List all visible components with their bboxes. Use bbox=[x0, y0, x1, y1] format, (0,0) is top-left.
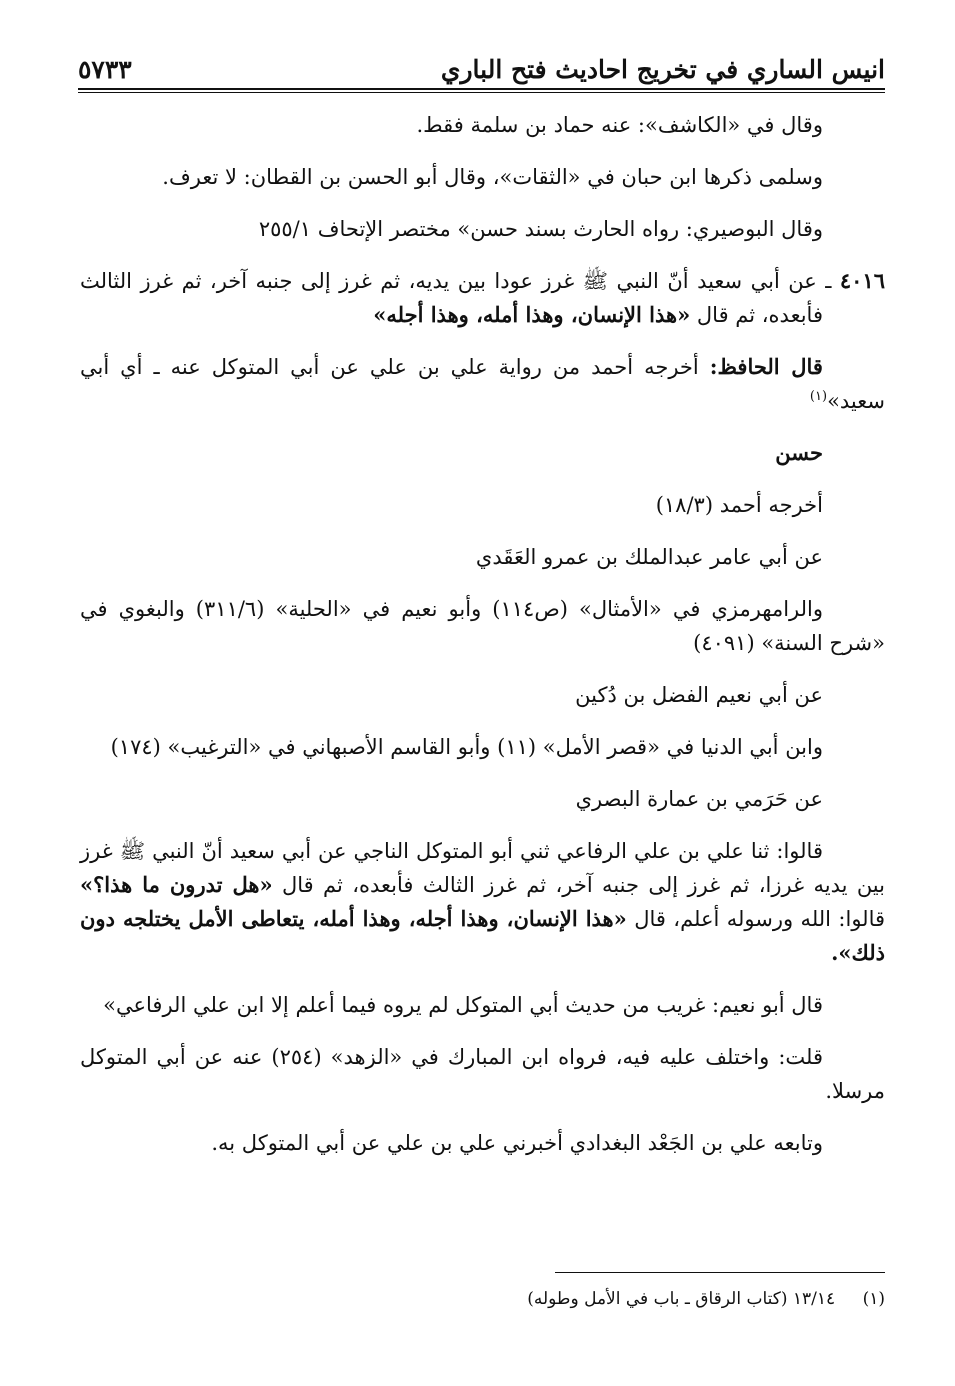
paragraph-abu-amir: عن أبي عامر عبدالملك بن عمرو العَقَدي bbox=[475, 545, 823, 569]
footnote-text: ١٣/١٤ (كتاب الرقاق ـ باب في الأمل وطوله) bbox=[527, 1289, 836, 1309]
hafiz-text: أخرجه أحمد من رواية علي بن علي عن أبي المتوكل عنه ـ أي أبي سعيد» bbox=[80, 355, 885, 413]
hadith-entry bbox=[80, 264, 885, 332]
paragraph-harami: عن حَرَمي بن عمارة البصري bbox=[575, 787, 823, 811]
paragraph-ahmad: أخرجه أحمد (١٨/٣) bbox=[655, 493, 823, 517]
qalu-mid: قالوا: الله ورسوله أعلم، قال bbox=[634, 907, 885, 931]
footnote-ref: (١) bbox=[809, 389, 828, 404]
grade-heading: حسن bbox=[775, 440, 823, 465]
qalu-quote-1: «هل تدرون ما هذا؟» bbox=[80, 872, 273, 897]
hafiz-label: قال الحافظ: bbox=[709, 354, 823, 379]
hadith-text: ـ عن أبي سعيد أنّ النبي ﷺ غرز عودا بين يديه، ثم غرز إلى جنبه آخر، ثم غرز الثالث فأبعده، ثم قال bbox=[80, 269, 832, 327]
paragraph-salma: وسلمى ذكرها ابن حبان في «الثقات»، وقال أبو الحسن بن القطان: لا تعرف. bbox=[162, 165, 823, 189]
header-rule bbox=[78, 88, 885, 90]
main-text bbox=[80, 108, 885, 1178]
paragraph-ibn-abi-dunya: وابن أبي الدنيا في «قصر الأمل» (١١) وأبو القاسم الأصبهاني في «الترغيب» (١٧٤) bbox=[110, 735, 823, 759]
qalu-text: قالوا: ثنا علي بن علي الرفاعي ثني أبو المتوكل الناجي عن أبي سعيد أنّ النبي ﷺ غرز بين يديه غرزا، ثم غرز إلى جنبه آخر، ثم غرز الثالث فأبعده، ثم قال bbox=[80, 839, 885, 897]
footnote-number: (١) bbox=[862, 1289, 885, 1309]
running-header bbox=[78, 40, 885, 84]
paragraph-tabaa: وتابعه علي بن الجَعْد البغدادي أخبرني علي بن علي عن أبي المتوكل به. bbox=[211, 1131, 823, 1155]
paragraph-qalu bbox=[80, 834, 885, 970]
footnote-rule bbox=[555, 1272, 885, 1273]
page-number: ٥٧٣٣ bbox=[78, 55, 132, 84]
hafiz-paragraph bbox=[80, 350, 885, 418]
paragraph-qult: قلت: واختلف عليه فيه، فرواه ابن المبارك في «الزهد» (٢٥٤) عنه عن أبي المتوكل مرسلا. bbox=[80, 1045, 885, 1103]
qalu-quote-2: «هذا الإنسان، وهذا أجله، وهذا أمله، يتعاطى الأمل يختلجه دون ذلك». bbox=[80, 906, 885, 965]
footnote bbox=[80, 1286, 885, 1312]
paragraph-fadl: عن أبي نعيم الفضل بن دُكين bbox=[575, 683, 823, 707]
header-rule-thin bbox=[78, 92, 885, 93]
hadith-quote: «هذا الإنسان، وهذا أمله، وهذا أجله» bbox=[373, 302, 691, 327]
paragraph-abu-nuaym: قال أبو نعيم: غريب من حديث أبي المتوكل لم يروه فيما أعلم إلا ابن علي الرفاعي» bbox=[103, 993, 823, 1017]
hadith-number: ٤٠١٦ bbox=[839, 268, 885, 293]
book-title: انيس الساري في تخريج احاديث فتح الباري bbox=[440, 55, 885, 84]
paragraph-kashif: وقال في «الكاشف»: عنه حماد بن سلمة فقط. bbox=[416, 113, 823, 137]
paragraph-ramahurmuzi: والرامهرمزي في «الأمثال» (ص١١٤) وأبو نعيم في «الحلية» (٣١١/٦) والبغوي في «شرح السنة» (٤٠٩١) bbox=[80, 597, 885, 655]
paragraph-busiri: وقال البوصيري: رواه الحارث بسند حسن» مختصر الإتحاف ٢٥٥/١ bbox=[258, 217, 823, 241]
